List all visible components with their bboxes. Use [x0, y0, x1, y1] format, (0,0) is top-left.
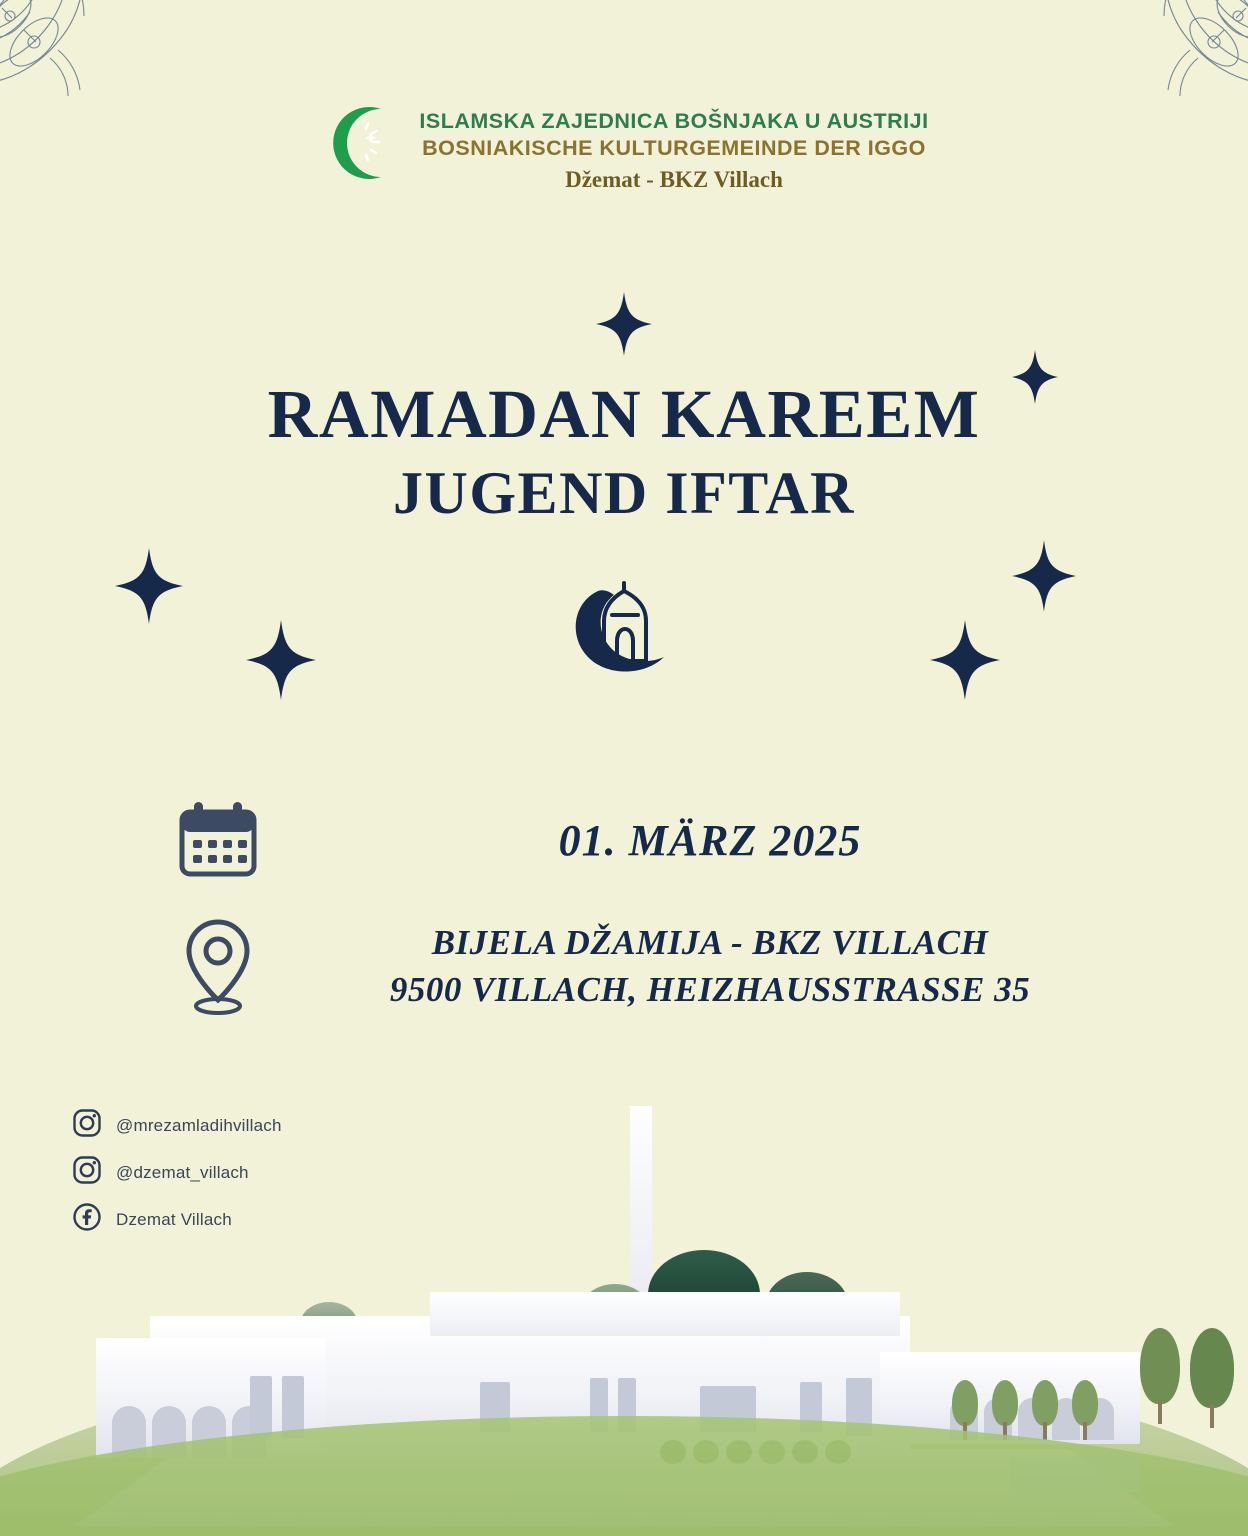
sparkle-icon: [246, 620, 316, 700]
tree: [992, 1380, 1018, 1440]
social-handle: @mrezamladihvillach: [116, 1115, 282, 1135]
page-subtitle: JUGEND IFTAR: [393, 460, 855, 526]
sparkle-icon: [1012, 540, 1076, 612]
calendar-icon: [170, 800, 266, 880]
tree: [1032, 1380, 1058, 1440]
page-title: RAMADAN KAREEM: [267, 376, 981, 452]
event-date: 01. MÄRZ 2025: [558, 815, 862, 865]
tree: [1140, 1328, 1180, 1424]
tree: [1190, 1328, 1234, 1428]
tree: [1072, 1380, 1098, 1440]
social-handle: @dzemat_villach: [116, 1162, 249, 1182]
org-branch: Džemat - BKZ Villach: [565, 166, 783, 192]
map-pin-icon: [170, 916, 266, 1016]
building-upper-block: [430, 1292, 900, 1336]
instagram-icon: [72, 1108, 102, 1143]
social-handle: Dzemat Villach: [116, 1209, 232, 1229]
window: [250, 1376, 272, 1438]
location-row: [170, 916, 1128, 1016]
date-row: [170, 800, 1128, 880]
facebook-icon: [72, 1202, 102, 1237]
instagram-icon: [72, 1155, 102, 1190]
social-row-instagram-2[interactable]: [72, 1155, 282, 1190]
sparkle-icon: [115, 548, 183, 624]
title-block: [0, 376, 1248, 528]
crescent-moon-icon: [319, 100, 405, 186]
org-name-bosnian: ISLAMSKA ZAJEDNICA BOŠNJAKA U AUSTRIJI: [419, 109, 929, 133]
location-line-1: BIJELA DŽAMIJA - BKZ VILLACH: [431, 922, 989, 962]
org-name-german: BOSNIAKISCHE KULTURGEMEINDE DER IGGO: [422, 135, 926, 160]
event-location: [292, 919, 1128, 1014]
header: [0, 98, 1248, 193]
social-links: [72, 1108, 282, 1237]
sparkle-icon: [930, 620, 1000, 700]
social-row-facebook[interactable]: [72, 1202, 282, 1237]
mosque-crescent-icon: [554, 565, 694, 690]
event-details: [170, 800, 1128, 1016]
sparkle-icon: [596, 292, 652, 356]
location-line-2: 9500 VILLACH, HEIZHAUSSTRASSE 35: [389, 970, 1031, 1009]
social-row-instagram-1[interactable]: [72, 1108, 282, 1143]
